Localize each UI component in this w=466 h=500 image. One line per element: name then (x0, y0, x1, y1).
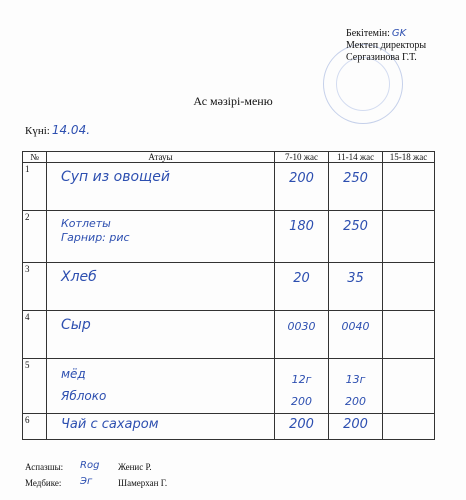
portion-15-18 (383, 263, 434, 271)
nurse-signature: Эг (80, 476, 93, 487)
date-value: 14.04. (51, 123, 91, 137)
table-row (23, 311, 435, 359)
portion-11-14-second: 200 (345, 395, 366, 408)
dish-name: Сыр (61, 317, 91, 333)
table-row (23, 263, 435, 311)
portion-11-14: 250 (343, 219, 368, 234)
row-number: 1 (23, 163, 47, 211)
portion-7-10: 180 (289, 219, 314, 234)
table-header-row (23, 152, 435, 163)
dish-name: Котлеты (61, 217, 111, 230)
dish-name-second: Яблоко (61, 389, 107, 403)
portion-15-18 (383, 163, 434, 171)
dish-name: Хлеб (61, 269, 97, 285)
dish-name: Суп из овощей (61, 169, 170, 185)
portion-11-14: 13г (345, 373, 366, 386)
nurse-role: Медбике: (25, 478, 62, 488)
dish-garnish: Гарнир: рис (61, 231, 130, 244)
portion-15-18 (383, 359, 434, 367)
row-number: 4 (23, 311, 47, 359)
header-age-15-18: 15-18 жас (383, 152, 435, 163)
approval-block (346, 28, 426, 64)
approval-position: Мектеп директоры (346, 40, 427, 51)
approval-person: Сергазинова Г.Т. (346, 52, 417, 63)
row-number: 3 (23, 263, 47, 311)
header-age-11-14: 11-14 жас (329, 152, 383, 163)
date-line (25, 123, 90, 137)
header-name: Атауы (47, 152, 275, 163)
table-row (23, 211, 435, 263)
portion-7-10: 200 (289, 417, 314, 432)
row-number: 5 (23, 359, 47, 414)
nurse-signature-line (25, 476, 168, 488)
row-number: 2 (23, 211, 47, 263)
portion-11-14: 0040 (341, 320, 370, 333)
portion-15-18 (383, 414, 434, 422)
approval-label: Бекітемін: (346, 28, 390, 39)
cook-role: Аспазшы: (25, 462, 64, 472)
cook-signature-line (25, 460, 152, 472)
portion-11-14: 200 (343, 417, 368, 432)
portion-11-14: 35 (347, 271, 364, 286)
nurse-name: Шамерхан Г. (118, 478, 168, 488)
director-signature: GK (391, 28, 407, 39)
dish-name: Чай с сахаром (61, 417, 159, 432)
portion-7-10-second: 200 (291, 395, 312, 408)
cook-name: Женис Р. (118, 462, 152, 472)
page-title: Ас мәзірі-меню (193, 94, 273, 108)
date-label: Күні: (25, 125, 50, 137)
header-number: № (23, 152, 47, 163)
table-row (23, 414, 435, 440)
portion-7-10: 200 (289, 171, 314, 186)
header-age-7-10: 7-10 жас (275, 152, 329, 163)
portion-7-10: 0030 (287, 320, 316, 333)
table-row (23, 163, 435, 211)
portion-7-10: 12г (291, 373, 312, 386)
portion-15-18 (383, 211, 434, 219)
cook-signature: Rog (80, 460, 100, 471)
portion-11-14: 250 (343, 171, 368, 186)
table-row (23, 359, 435, 414)
row-number: 6 (23, 414, 47, 440)
menu-table (22, 151, 435, 440)
portion-15-18 (383, 311, 434, 319)
portion-7-10: 20 (293, 271, 310, 286)
dish-name: мёд (61, 367, 86, 381)
